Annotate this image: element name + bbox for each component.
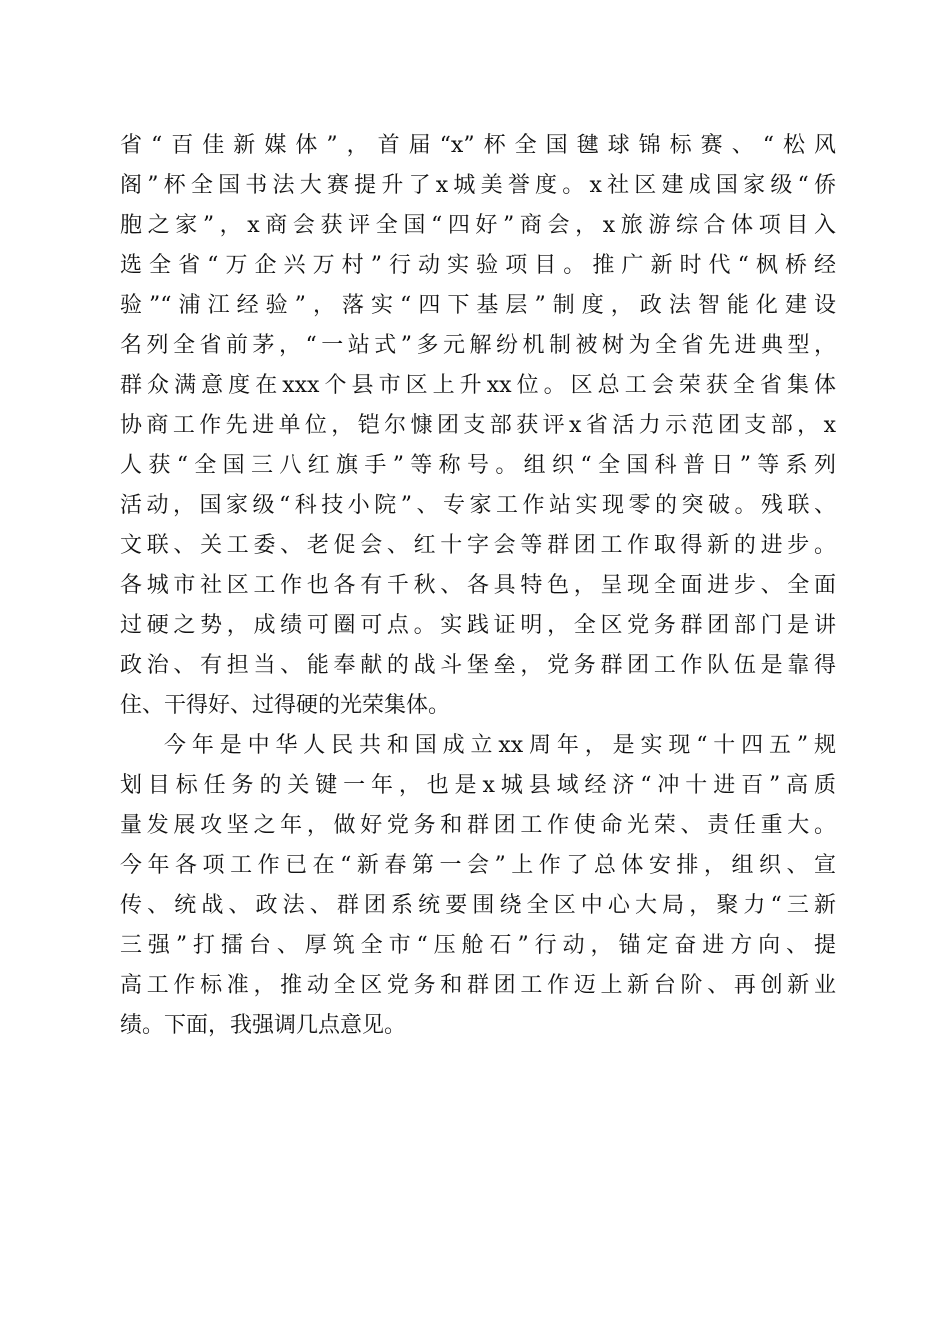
- text-line: 高工作标准，推动全区党务和群团工作迈上新台阶、再创新业: [120, 973, 836, 998]
- text-line: 今年是中华人民共和国成立xx周年，是实现“十四五”规: [164, 733, 836, 758]
- text-line: 量发展攻坚之年，做好党务和群团工作使命光荣、责任重大。: [120, 813, 836, 838]
- text-line: 胞之家”，x商会获评全国“四好”商会，x旅游综合体项目入: [120, 213, 836, 238]
- text-line: 阁”杯全国书法大赛提升了x城美誉度。x社区建成国家级“侨: [120, 173, 836, 198]
- text-line: 住、干得好、过得硬的光荣集体。: [120, 693, 451, 718]
- text-line: 协商工作先进单位，铠尔慷团支部获评x省活力示范团支部，x: [120, 413, 836, 438]
- text-line: 政治、有担当、能奉献的战斗堡垒，党务群团工作队伍是靠得: [120, 653, 836, 678]
- text-line: 文联、关工委、老促会、红十字会等群团工作取得新的进步。: [120, 533, 836, 558]
- document-body: [120, 126, 836, 1046]
- paragraph-2: [120, 726, 836, 1046]
- text-line: 省“百佳新媒体”，首届“x”杯全国毽球锦标赛、“松风: [120, 133, 836, 158]
- text-line: 划目标任务的关键一年，也是x城县域经济“冲十进百”高质: [120, 773, 836, 798]
- text-line: 三强”打擂台、厚筑全市“压舱石”行动，锚定奋进方向、提: [120, 933, 836, 958]
- text-line: 名列全省前茅，“一站式”多元解纷机制被树为全省先进典型，: [120, 333, 836, 358]
- text-line: 今年各项工作已在“新春第一会”上作了总体安排，组织、宣: [120, 853, 836, 878]
- text-line: 群众满意度在xxx个县市区上升xx位。区总工会荣获全省集体: [120, 373, 836, 398]
- text-line: 人获“全国三八红旗手”等称号。组织“全国科普日”等系列: [120, 453, 836, 478]
- text-line: 选全省“万企兴万村”行动实验项目。推广新时代“枫桥经: [120, 253, 836, 278]
- text-line: 各城市社区工作也各有千秋、各具特色，呈现全面进步、全面: [120, 573, 836, 598]
- text-line: 活动，国家级“科技小院”、专家工作站实现零的突破。残联、: [120, 493, 836, 518]
- text-line: 传、统战、政法、群团系统要围绕全区中心大局，聚力“三新: [120, 893, 836, 918]
- text-line: 过硬之势，成绩可圈可点。实践证明，全区党务群团部门是讲: [120, 613, 836, 638]
- text-line: 绩。下面，我强调几点意见。: [120, 1013, 407, 1038]
- paragraph-1: [120, 126, 836, 726]
- text-line: 验”“浦江经验”，落实“四下基层”制度，政法智能化建设: [120, 293, 836, 318]
